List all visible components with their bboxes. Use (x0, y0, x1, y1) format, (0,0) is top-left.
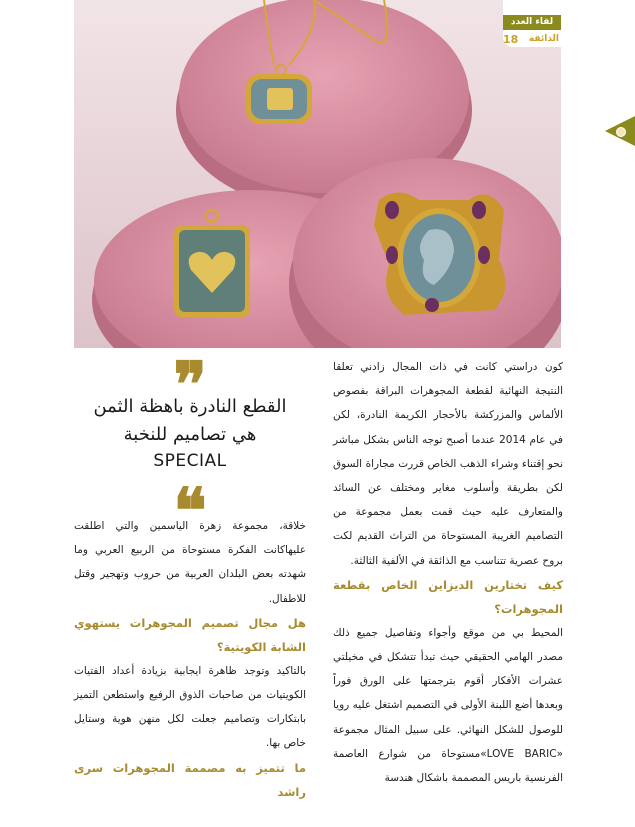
quote-line-2: هي تصاميم للنخبة (123, 424, 257, 445)
question-heading: هل مجال تصميم المجوهرات يستهوي الشابة الكويتية؟ (74, 615, 306, 654)
paragraph: المحيط بي من موقع وأجواء وتفاصيل جميع ذلك مصدر الهامي الحقيقي حيث تبدأ تتشكل في مخيلتي عشرات الأفكار أقوم بترجمتها على الورق فوراً وبعدها أضع اللبنة الأولى في التصميم اشتغل عليه رويا للوصول للشكل النهائي. على سبيل المثال مجموعة «LOVE BARIC»مستوحاة من شوارع العاصمة الفرنسية باريس المصممة باشكال هندسة (332, 626, 563, 785)
article-column-left (74, 514, 306, 804)
quote-line-3: SPECIAL (153, 451, 227, 471)
quote-line-1: القطع النادرة باهظة الثمن (93, 396, 287, 417)
question-heading: كيف تختارين الديزاين الخاص بقطعة المجوهرات؟ (333, 577, 563, 616)
jewelry-illustration (74, 0, 561, 348)
pull-quote (74, 352, 306, 520)
open-quote-icon: ❞ (173, 354, 207, 394)
magazine-row (503, 33, 559, 45)
question-heading: ما تتميز به مصممة المجوهرات سرى راشد (74, 760, 306, 799)
arrow-dot-icon (616, 127, 626, 137)
section-label: لقاء العدد (503, 15, 561, 30)
article-column-right (333, 355, 563, 790)
paragraph: كون دراستي كانت في ذات المجال زادني تعلقا النتيجة النهائية لقطعة المجوهرات البراقة بفصوص الألماس والمزركشة بالأحجار الكريمة النادرة، لكن في عام 2014 عندما أصبح توجه الناس بشكل مباشر نحو إقتناء وشراء الذهب الخاص قررت مجاراة السوق لكن بطريقة وأسلوب مغاير ومختلف عن السائد والمتعارف عليه حيث قمت بعمل مجموعة من التصاميم الغريبة المستوحاة من التراث القديم لكت بروح عصرية تتناسب مع الذائقة في الألفية الثالثة. (333, 361, 563, 567)
paragraph: خلاقة، مجموعة زهرة الياسمين والتي اطلقت عليهاكانت الفكرة مستوحاة من الربيع العربي وما شهدته بعض البلدان العربية من حروب وتهجير وقتل للاطفال. (74, 520, 306, 605)
paragraph: بالتاكيد وتوجد ظاهرة ايجابية بزيادة أعداد الفتيات الكويتيات من صاحبات الذوق الرفيع واستطعن التميز بابتكارات وتصاميم جعلت لكل منهن هوية وستايل خاص بها. (74, 664, 306, 750)
section-header (503, 0, 561, 47)
jewelry-photo (74, 0, 561, 348)
close-quote-icon: ❝ (173, 480, 207, 520)
page-number: 18 (503, 32, 519, 46)
magazine-name: الذائقة (528, 34, 559, 44)
